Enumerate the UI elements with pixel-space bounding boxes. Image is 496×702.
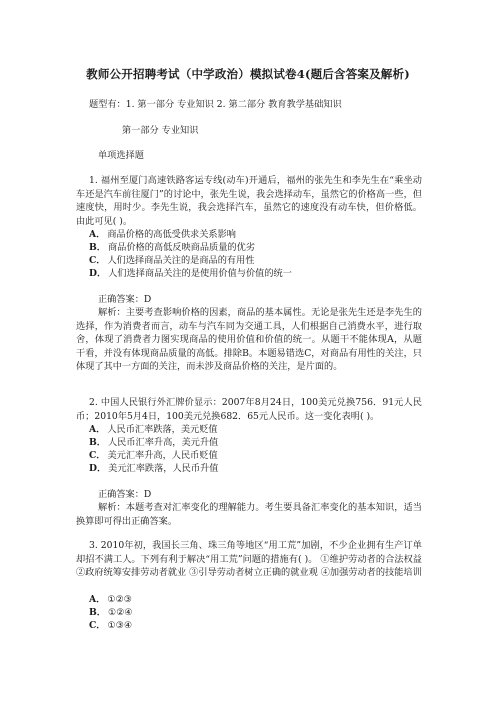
question-3-stem: 3. 2010年初，我国长三角、珠三角等地区“用工荒”加剧，不少企业拥有生产订单却招不满工人。下列有利于解决“用工荒”问题的措施有( )。 ①维护劳动者的合法权益 ②政府统筹安排劳动者就业 ③引导劳动者树立正确的就业观 ④加强劳动者的技能培训 — [76, 540, 422, 578]
question-1-option-c: C． 人们选择商品关注的是商品的有用性 — [89, 255, 255, 266]
question-1-analysis: 解析：主要考查影响价格的因素，商品的基本属性。无论是张先生还是李先生的选择，作为消费者而言，动车与汽车同为交通工具，人们根据自己消费水平，进行取舍，体现了消费者力图实现商品的使用价值和价值的统一。从题干不能体现A，从题干看，并没有体现商品质量的高低。排除B。本题易错选C，对商品有用性的关注，只体现了其中一方面的关注，而未涉及商品价格的关注，是片面的。 — [76, 307, 422, 372]
part-heading: 第一部分 专业知识 — [122, 125, 199, 136]
question-2-option-b: B． 人民币汇率升高，美元升值 — [89, 437, 219, 448]
question-3-option-a: A． ①②③ — [89, 594, 133, 605]
question-1-option-b: B． 商品价格的高低反映商品质量的优劣 — [89, 242, 255, 253]
question-2-option-d: D． 美元汇率跌落，人民币升值 — [89, 463, 219, 474]
question-1-stem: 1. 福州至厦门高速铁路客运专线(动车)开通后，福州的张先生和李先生在“乘坐动车还是汽车前往厦门”的讨论中，张先生说，我会选择动车，虽然它的价格高一些，但速度快，用时少。李先生说，我会选择汽车，虽然它的速度没有动车快，但价格低。由此可见( )。 — [76, 175, 422, 227]
question-types-line: 题型有：1. 第一部分 专业知识 2. 第二部分 教育教学基础知识 — [89, 99, 342, 110]
question-2-option-a: A． 人民币汇率跌落，美元贬值 — [89, 424, 218, 435]
question-1-option-a: A． 商品价格的高低受供求关系影响 — [89, 229, 236, 240]
question-2-answer: 正确答案：D — [98, 489, 152, 500]
question-3-option-c: C． ①③④ — [89, 620, 133, 631]
question-1-option-d: D． 人们选择商品关注的是使用价值与价值的统一 — [89, 268, 292, 279]
question-2-stem: 2. 中国人民银行外汇牌价显示：2007年8月24日，100美元兑换756．91元人民币；2010年5月4日，100美元兑换682．65元人民币。这一变化表明( )。 — [76, 397, 422, 422]
question-2-option-c: C． 美元汇率升高，人民币贬值 — [89, 450, 218, 461]
section-heading: 单项选择题 — [98, 150, 144, 161]
document-title: 教师公开招聘考试（中学政治）模拟试卷4(题后含答案及解析) — [86, 67, 410, 81]
question-3-option-b: B． ①②④ — [89, 607, 133, 618]
question-1-answer: 正确答案：D — [98, 294, 152, 305]
question-2-analysis: 解析：本题考查对汇率变化的理解能力。考生要具备汇率变化的基本知识，适当换算即可得出正确答案。 — [76, 502, 422, 527]
